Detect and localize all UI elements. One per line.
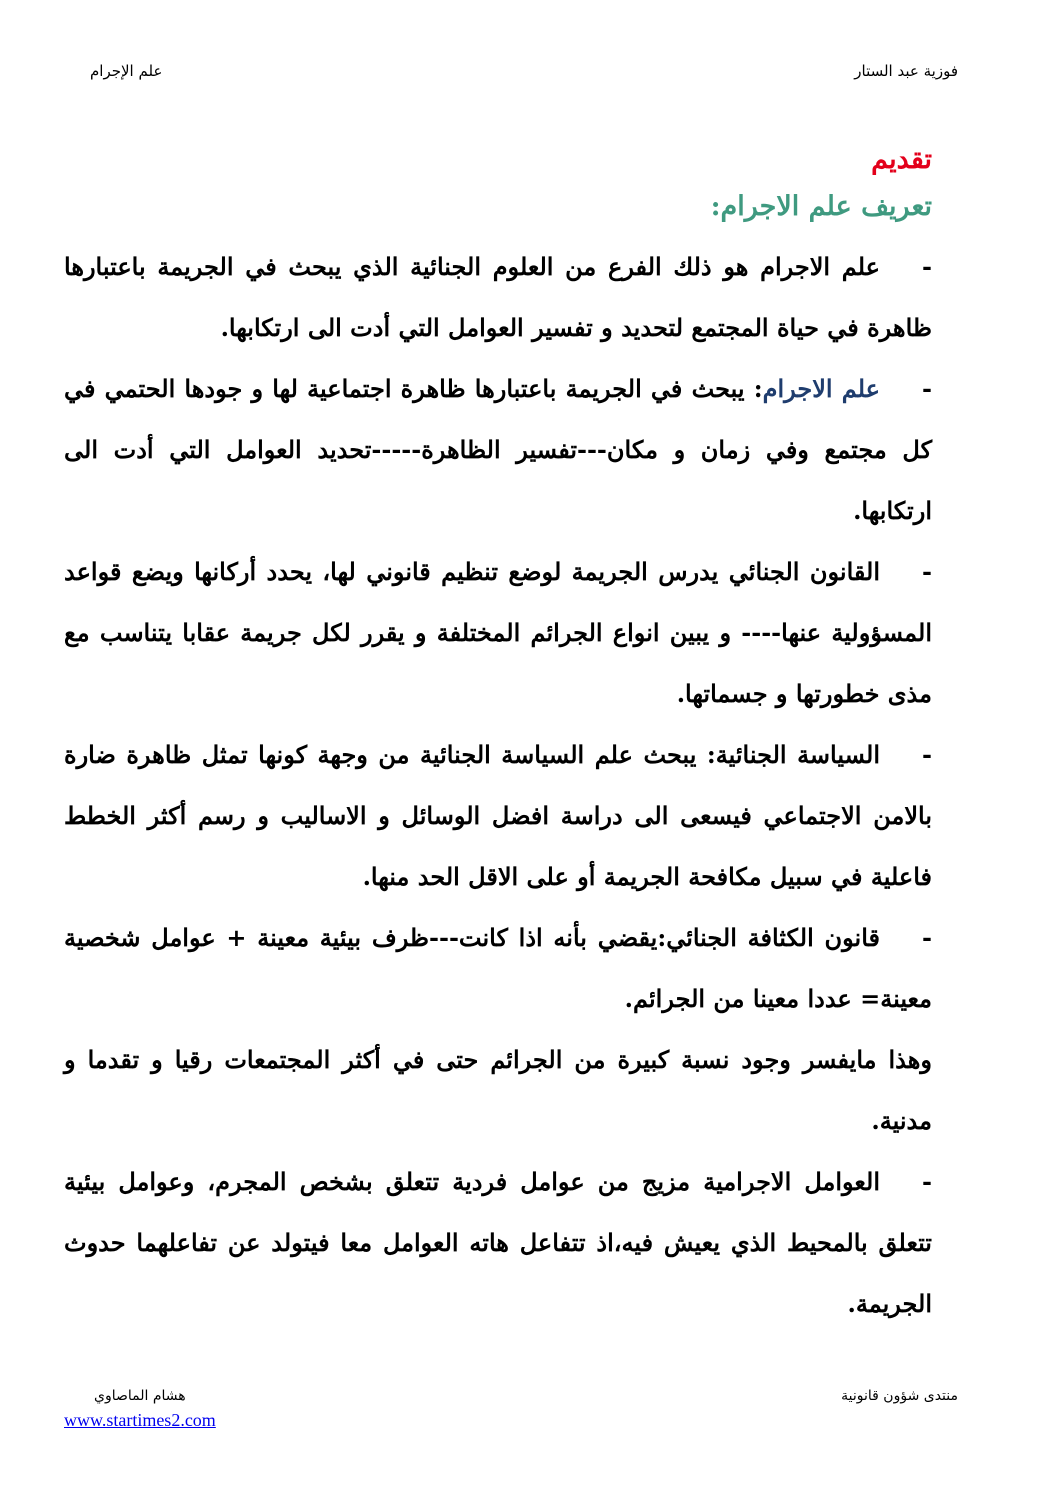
- paragraph: [64, 541, 932, 724]
- bullet-dash: -: [922, 740, 932, 769]
- page-header: [90, 62, 958, 92]
- bullet-dash: -: [922, 923, 932, 952]
- paragraph: [64, 1029, 932, 1151]
- paragraph-text: قانون الكثافة الجنائي:يقضي بأنه اذا كانت---ظرف بيئية معينة + عوامل شخصية معينة= عددا معينا من الجرائم.: [64, 923, 932, 1013]
- intro-heading: تقديم: [871, 144, 932, 175]
- bullet-dash: -: [922, 1167, 932, 1196]
- paragraph: [64, 724, 932, 907]
- paragraph-term: علم الاجرام: [762, 374, 880, 403]
- paragraph-text: علم الاجرام هو ذلك الفرع من العلوم الجنائية الذي يبحث في الجريمة باعتبارها ظاهرة في حياة المجتمع لتحديد و تفسير العوامل التي أدت الى ارتكابها.: [64, 252, 932, 342]
- bullet-dash: -: [922, 252, 932, 281]
- section-heading: تعريف علم الاجرام:: [710, 191, 932, 222]
- paragraph: [64, 907, 932, 1029]
- paragraph: [64, 236, 932, 358]
- footer-forum: منتدى شؤون قانونية: [841, 1388, 958, 1404]
- bullet-dash: -: [922, 374, 932, 403]
- paragraph-text: وهذا مايفسر وجود نسبة كبيرة من الجرائم حتى في أكثر المجتمعات رقيا و تقدما و مدنية.: [64, 1045, 932, 1135]
- footer-website-link[interactable]: www.startimes2.com: [64, 1410, 216, 1430]
- header-author: فوزية عبد الستار: [854, 62, 958, 80]
- bullet-dash: -: [922, 557, 933, 586]
- paragraph-text: القانون الجنائي يدرس الجريمة لوضع تنظيم قانوني لها، يحدد أركانها ويضع قواعد المسؤولية عنها---- و يبين انواع الجرائم المختلفة و يقرر لكل جريمة عقابا يتناسب مع مذى خطورتها و جسماتها.: [64, 557, 932, 708]
- paragraph: [64, 1151, 932, 1334]
- paragraph-text: السياسة الجنائية: يبحث علم السياسة الجنائية من وجهة كونها تمثل ظاهرة ضارة بالامن الاجتماعي فيسعى الى دراسة افضل الوسائل و الاساليب و رسم أكثر الخطط فاعلية في سبيل مكافحة الجريمة أو على الاقل الحد منها.: [64, 740, 932, 891]
- document-body: [64, 138, 932, 1334]
- paragraph-text: العوامل الاجرامية مزيج من عوامل فردية تتعلق بشخص المجرم، وعوامل بيئية تتعلق بالمحيط الذي يعيش فيه،اذ تتفاعل هاته العوامل معا فيتولد عن تفاعلهما حدوث الجريمة.: [64, 1167, 932, 1318]
- footer-name: هشام الماصاوي: [94, 1388, 186, 1404]
- page-footer: [64, 1388, 958, 1448]
- paragraph-text: : يبحث في الجريمة باعتبارها ظاهرة اجتماعية لها و جودها الحتمي في كل مجتمع وفي زمان و مكان---تفسير الظاهرة-----تحديد العوامل التي أدت الى ارتكابها.: [64, 374, 932, 525]
- paragraph: [64, 358, 932, 541]
- header-topic: علم الإجرام: [90, 62, 163, 80]
